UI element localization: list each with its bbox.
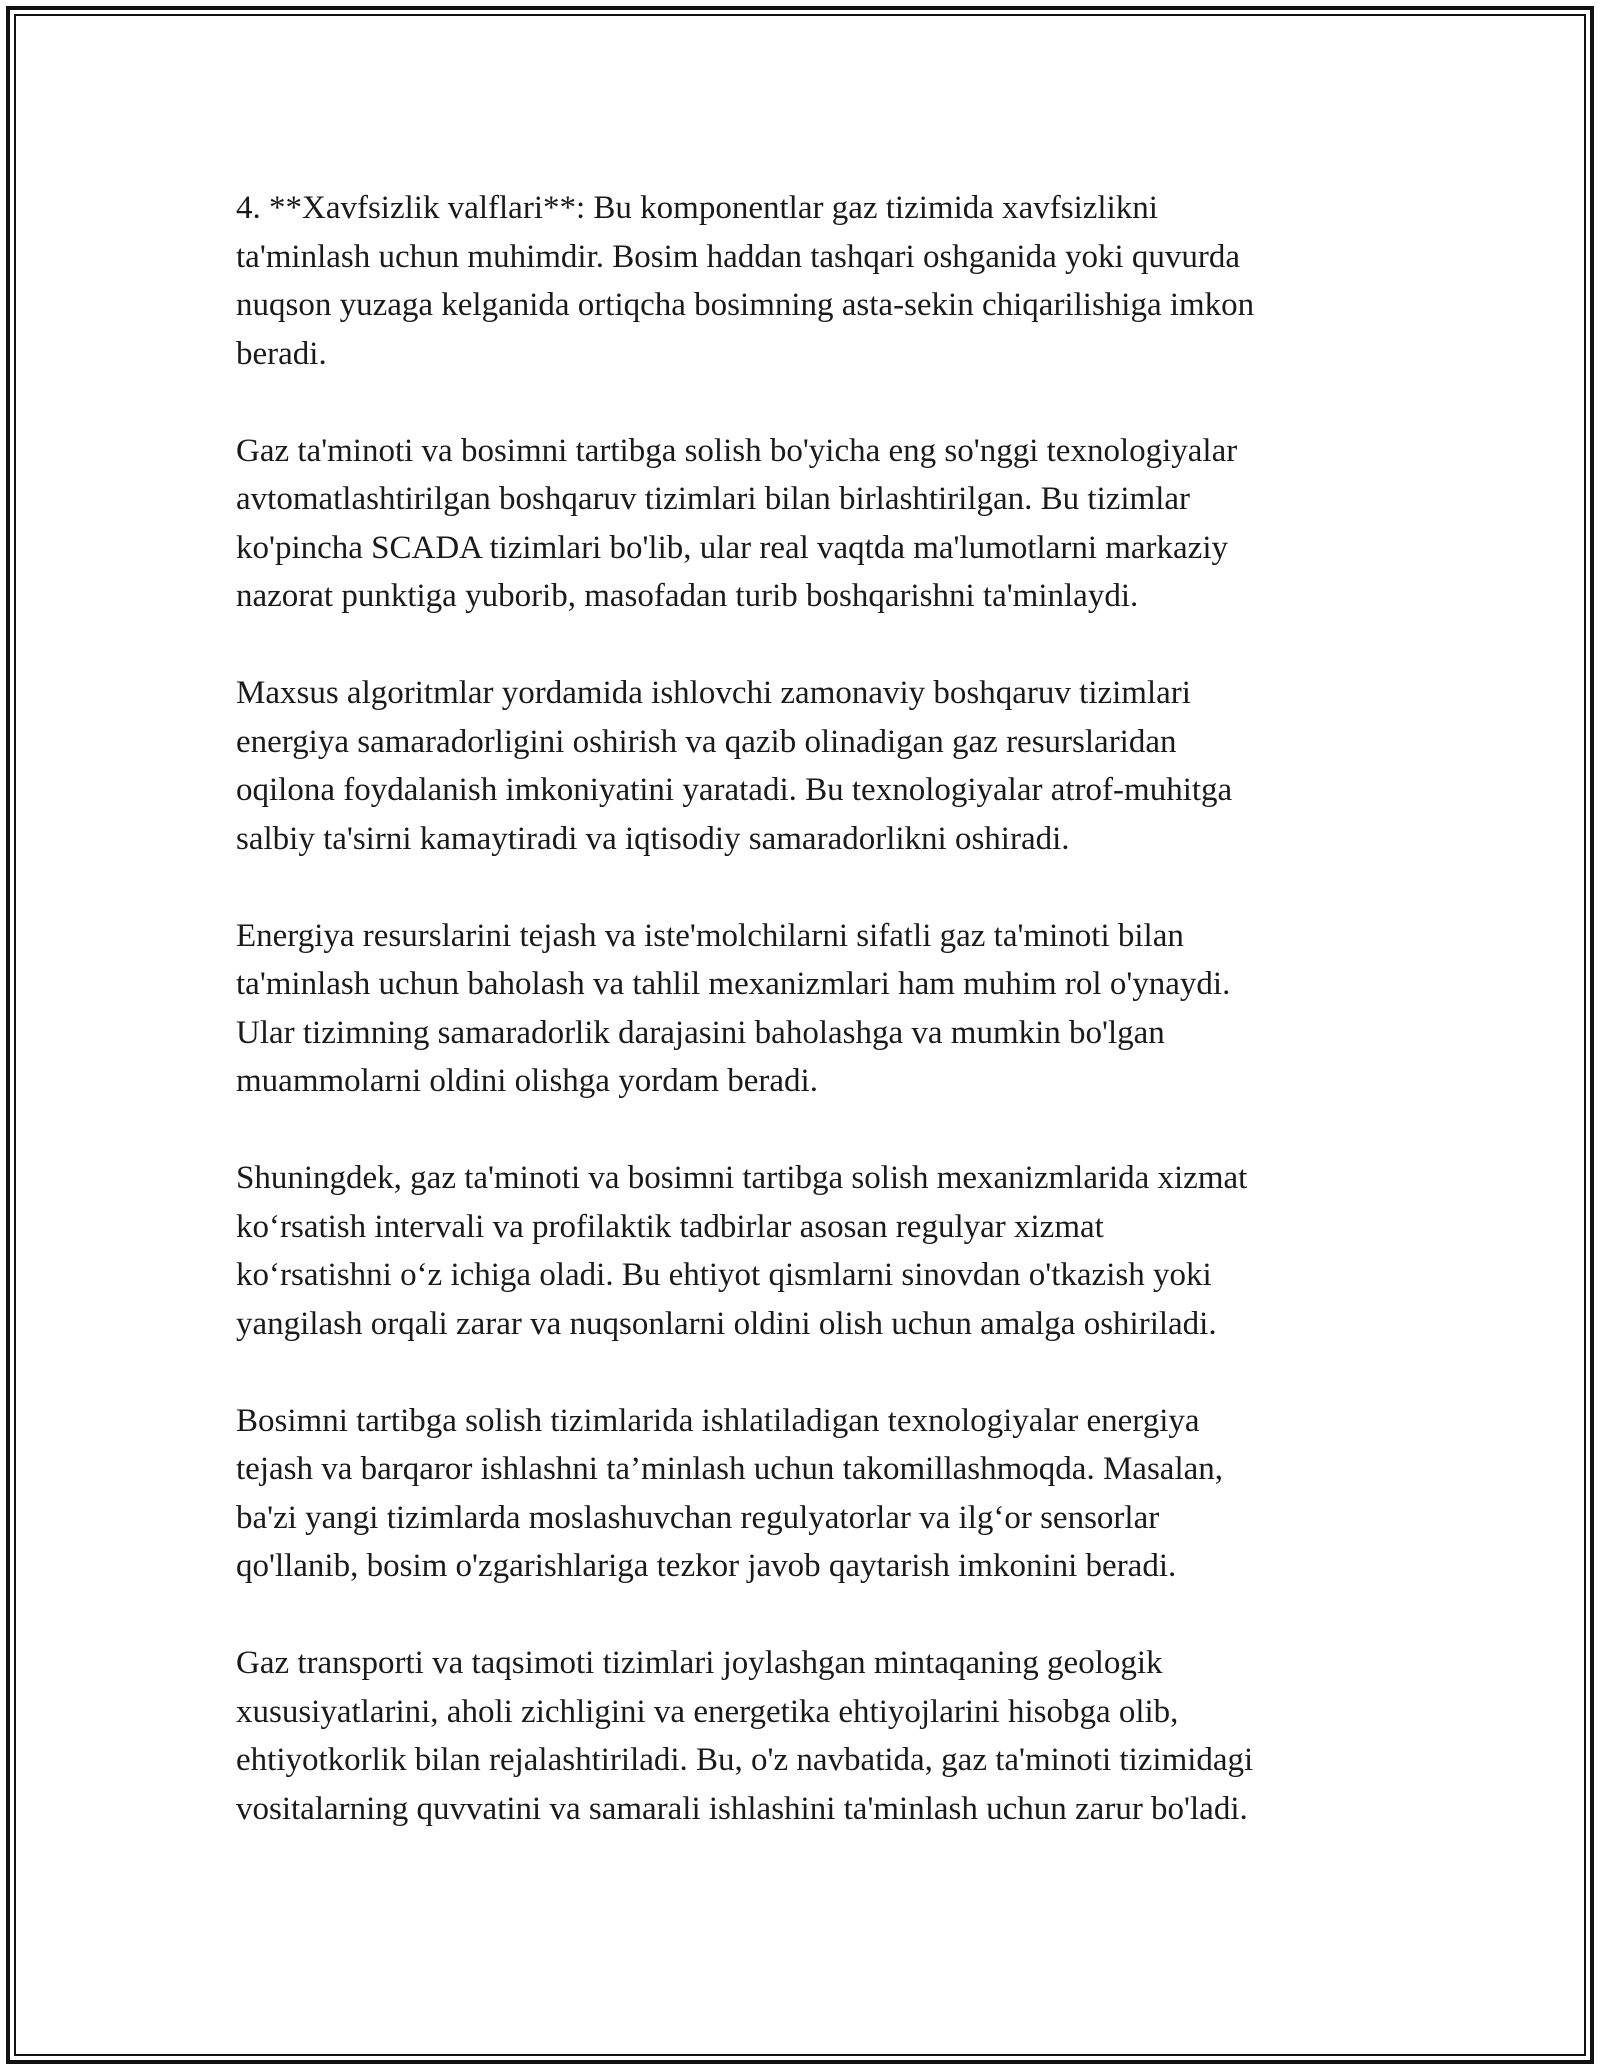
text-line: Ular tizimning samaradorlik darajasini baholashga va mumkin bo'lgan [236, 1014, 1165, 1051]
paragraph [236, 912, 1376, 1106]
text-line: Energiya resurslarini tejash va iste'molchilarni sifatli gaz ta'minoti bilan [236, 917, 1184, 954]
paragraph [236, 1639, 1376, 1833]
document-body [236, 184, 1376, 1882]
text-line: muammolarni oldini olishga yordam beradi. [236, 1063, 818, 1099]
text-line: Shuningdek, gaz ta'minoti va bosimni tartibga solish mexanizmlarida xizmat [236, 1160, 1248, 1196]
text-line: qo'llanib, bosim o'zgarishlariga tezkor javob qaytarish imkonini beradi. [236, 1548, 1177, 1584]
text-line: Bosimni tartibga solish tizimlarida ishlatiladigan texnologiyalar energiya [236, 1402, 1200, 1439]
text-line: nuqson yuzaga kelganida ortiqcha bosimning asta-sekin chiqarilishiga imkon [236, 287, 1255, 323]
text-line: Maxsus algoritmlar yordamida ishlovchi zamonaviy boshqaruv tizimlari [236, 675, 1191, 711]
text-line: energiya samaradorligini oshirish va qazib olinadigan gaz resurslaridan [236, 723, 1177, 760]
text-line: 4. **Xavfsizlik valflari**: Bu komponentlar gaz tizimida xavfsizlikni [236, 190, 1158, 226]
text-line: tejash va barqaror ishlashni ta’minlash uchun takomillashmoqda. Masalan, [236, 1451, 1224, 1487]
text-line: xususiyatlarini, aholi zichligini va energetika ehtiyojlarini hisobga olib, [236, 1693, 1179, 1730]
text-line: ta'minlash uchun baholash va tahlil mexanizmlari ham muhim rol o'ynaydi. [236, 966, 1231, 1002]
text-line: vositalarning quvvatini va samarali ishlashini ta'minlash uchun zarur bo'ladi. [236, 1790, 1248, 1827]
text-line: ta'minlash uchun muhimdir. Bosim haddan tashqari oshganida yoki quvurda [236, 238, 1241, 275]
text-line: ba'zi yangi tizimlarda moslashuvchan regulyatorlar va ilg‘or sensorlar [236, 1499, 1160, 1536]
text-line: ko'pincha SCADA tizimlari bo'lib, ular real vaqtda ma'lumotlarni markaziy [236, 529, 1228, 566]
paragraph [236, 1397, 1376, 1591]
paragraph [236, 184, 1376, 378]
paragraph [236, 669, 1376, 863]
text-line: salbiy ta'sirni kamaytiradi va iqtisodiy samaradorlikni oshiradi. [236, 820, 1070, 857]
text-line: Gaz ta'minoti va bosimni tartibga solish bo'yicha eng so'nggi texnologiyalar [236, 432, 1238, 469]
text-line: nazorat punktiga yuborib, masofadan turib boshqarishni ta'minlaydi. [236, 578, 1139, 614]
text-line: ko‘rsatish intervali va profilaktik tadbirlar asosan regulyar xizmat [236, 1208, 1104, 1245]
paragraph [236, 1154, 1376, 1348]
text-line: Gaz transporti va taqsimoti tizimlari joylashgan mintaqaning geologik [236, 1645, 1163, 1681]
text-line: ko‘rsatishni o‘z ichiga oladi. Bu ehtiyot qismlarni sinovdan o'tkazish yoki [236, 1257, 1212, 1293]
paragraph [236, 427, 1376, 621]
text-line: yangilash orqali zarar va nuqsonlarni oldini olish uchun amalga oshiriladi. [236, 1305, 1217, 1342]
text-line: oqilona foydalanish imkoniyatini yaratadi. Bu texnologiyalar atrof-muhitga [236, 772, 1233, 808]
text-line: avtomatlashtirilgan boshqaruv tizimlari bilan birlashtirilgan. Bu tizimlar [236, 481, 1191, 517]
text-line: beradi. [236, 335, 327, 372]
text-line: ehtiyotkorlik bilan rejalashtiriladi. Bu, o'z navbatida, gaz ta'minoti tizimidagi [236, 1742, 1254, 1778]
